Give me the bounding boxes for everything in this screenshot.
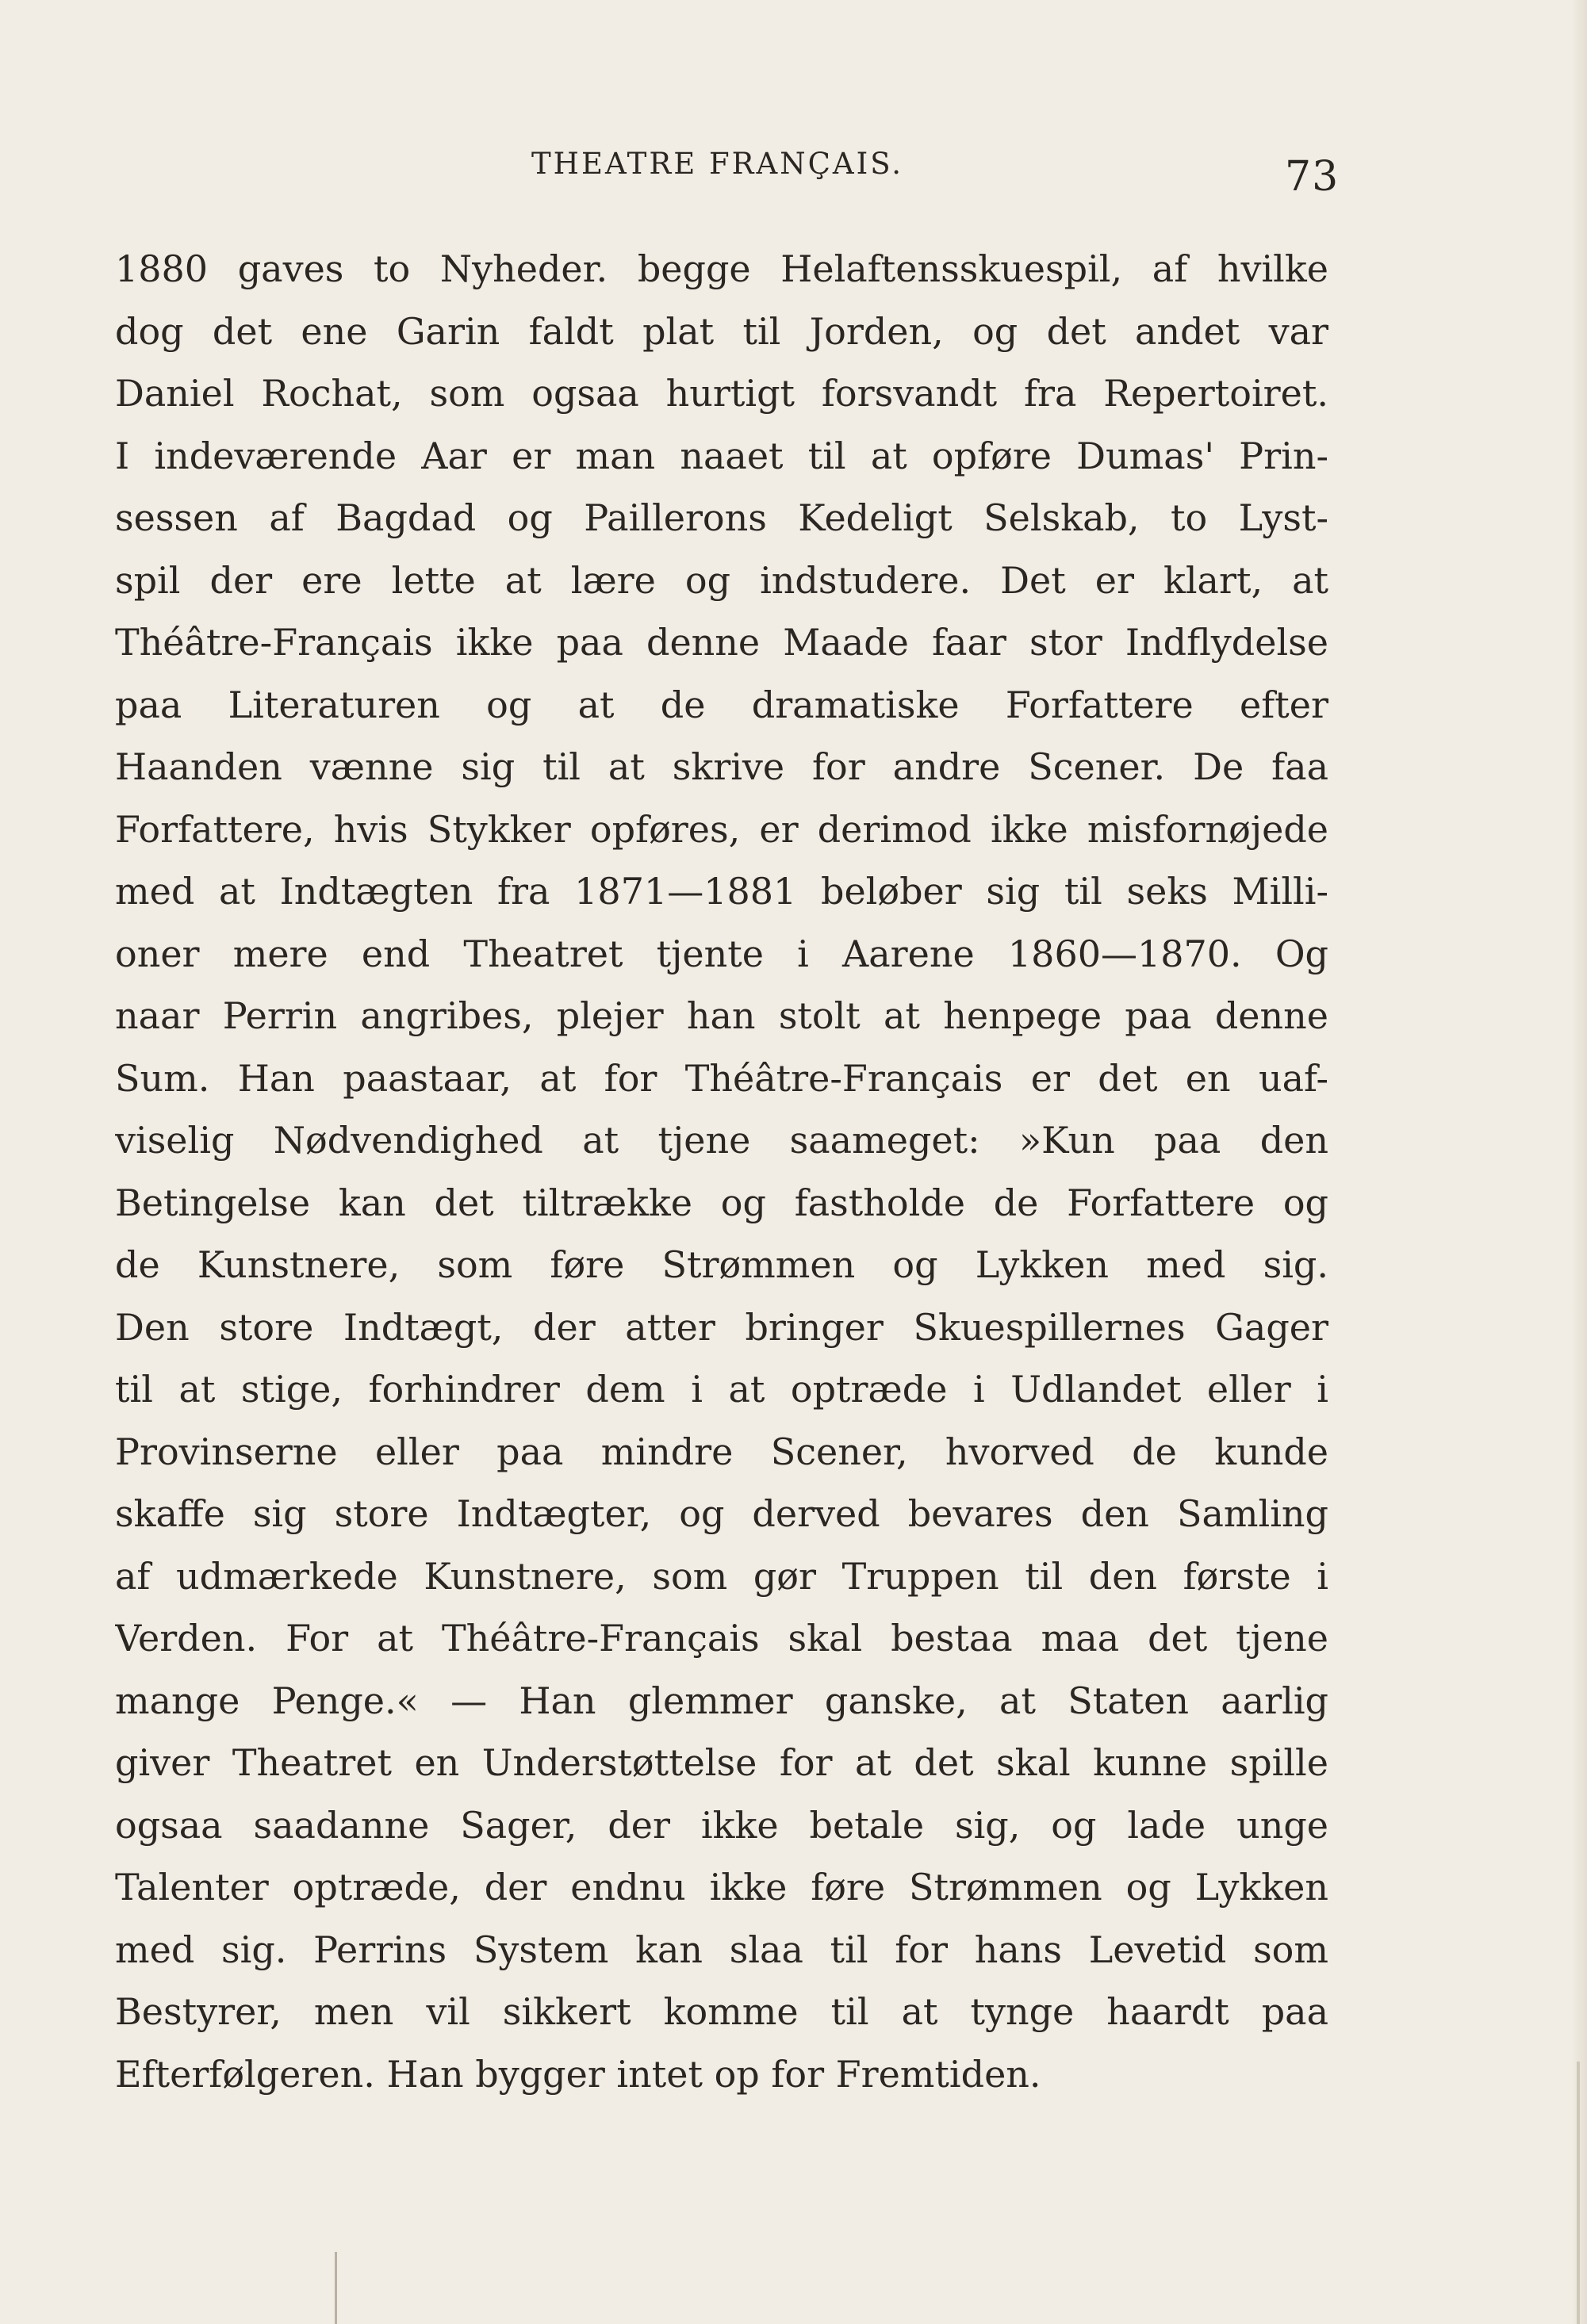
text-line: Théâtre-Français ikke paa denne Maade faar stor Indflydelse <box>115 621 1328 664</box>
text-line: Betingelse kan det tiltrække og fastholde de Forfattere og <box>115 1181 1328 1224</box>
body-text <box>115 238 1328 2105</box>
text-line: dog det ene Garin faldt plat til Jorden, og det andet var <box>115 309 1328 353</box>
text-line: de Kunstnere, som føre Strømmen og Lykken med sig. <box>115 1243 1328 1286</box>
text-line: oner mere end Theatret tjente i Aarene 1860—1870. Og <box>115 932 1328 975</box>
text-line: af udmærkede Kunstnere, som gør Truppen til den første i <box>115 1554 1328 1598</box>
text-line: Forfattere, hvis Stykker opføres, er derimod ikke misfornøjede <box>115 807 1328 851</box>
text-line: med sig. Perrins System kan slaa til for hans Levetid som <box>115 1928 1328 1971</box>
text-line: sessen af Bagdad og Paillerons Kedeligt Selskab, to Lyst- <box>115 496 1328 539</box>
page-edge <box>1571 0 1587 2324</box>
page-number: 73 <box>1285 153 1340 201</box>
page-header <box>0 139 1587 202</box>
text-line: Sum. Han paastaar, at for Théâtre-Français er det en uaf- <box>115 1056 1328 1100</box>
text-line: I indeværende Aar er man naaet til at opføre Dumas' Prin- <box>115 434 1328 477</box>
text-line: Den store Indtægt, der atter bringer Skuespillernes Gager <box>115 1305 1328 1349</box>
text-line: viselig Nødvendighed at tjene saameget: »Kun paa den <box>115 1119 1328 1162</box>
text-line: Haanden vænne sig til at skrive for andre Scener. De faa <box>115 745 1328 788</box>
text-line: naar Perrin angribes, plejer han stolt at henpege paa denne <box>115 994 1328 1037</box>
text-line: Daniel Rochat, som ogsaa hurtigt forsvandt fra Repertoiret. <box>115 372 1328 415</box>
text-line: til at stige, forhindrer dem i at optræde i Udlandet eller i <box>115 1368 1328 1411</box>
text-line: Verden. For at Théâtre-Français skal bestaa maa det tjene <box>115 1617 1328 1660</box>
text-line: spil der ere lette at lære og indstudere. Det er klart, at <box>115 558 1328 602</box>
text-line: mange Penge.« — Han glemmer ganske, at Staten aarlig <box>115 1679 1328 1722</box>
text-line: Bestyrer, men vil sikkert komme til at tynge haardt paa <box>115 1990 1328 2033</box>
text-line: giver Theatret en Understøttelse for at det skal kunne spille <box>115 1741 1328 1784</box>
running-head: THEATRE FRANÇAIS. <box>531 147 904 181</box>
scan-gutter-mark <box>335 2252 337 2324</box>
text-line: skaffe sig store Indtægter, og derved bevares den Samling <box>115 1492 1328 1535</box>
text-line: med at Indtægten fra 1871—1881 beløber sig til seks Milli- <box>115 870 1328 913</box>
text-line: ogsaa saadanne Sager, der ikke betale sig, og lade unge <box>115 1803 1328 1847</box>
text-line: Provinserne eller paa mindre Scener, hvorved de kunde <box>115 1430 1328 1473</box>
text-line: 1880 gaves to Nyheder. begge Helaftensskuespil, af hvilke <box>115 247 1328 290</box>
scan-spine-mark <box>1577 2062 1580 2324</box>
text-line: Talenter optræde, der endnu ikke føre Strømmen og Lykken <box>115 1866 1328 1909</box>
text-line: Efterfølgeren. Han bygger intet op for Fremtiden. <box>115 2052 1041 2096</box>
text-line: paa Literaturen og at de dramatiske Forfattere efter <box>115 683 1328 726</box>
